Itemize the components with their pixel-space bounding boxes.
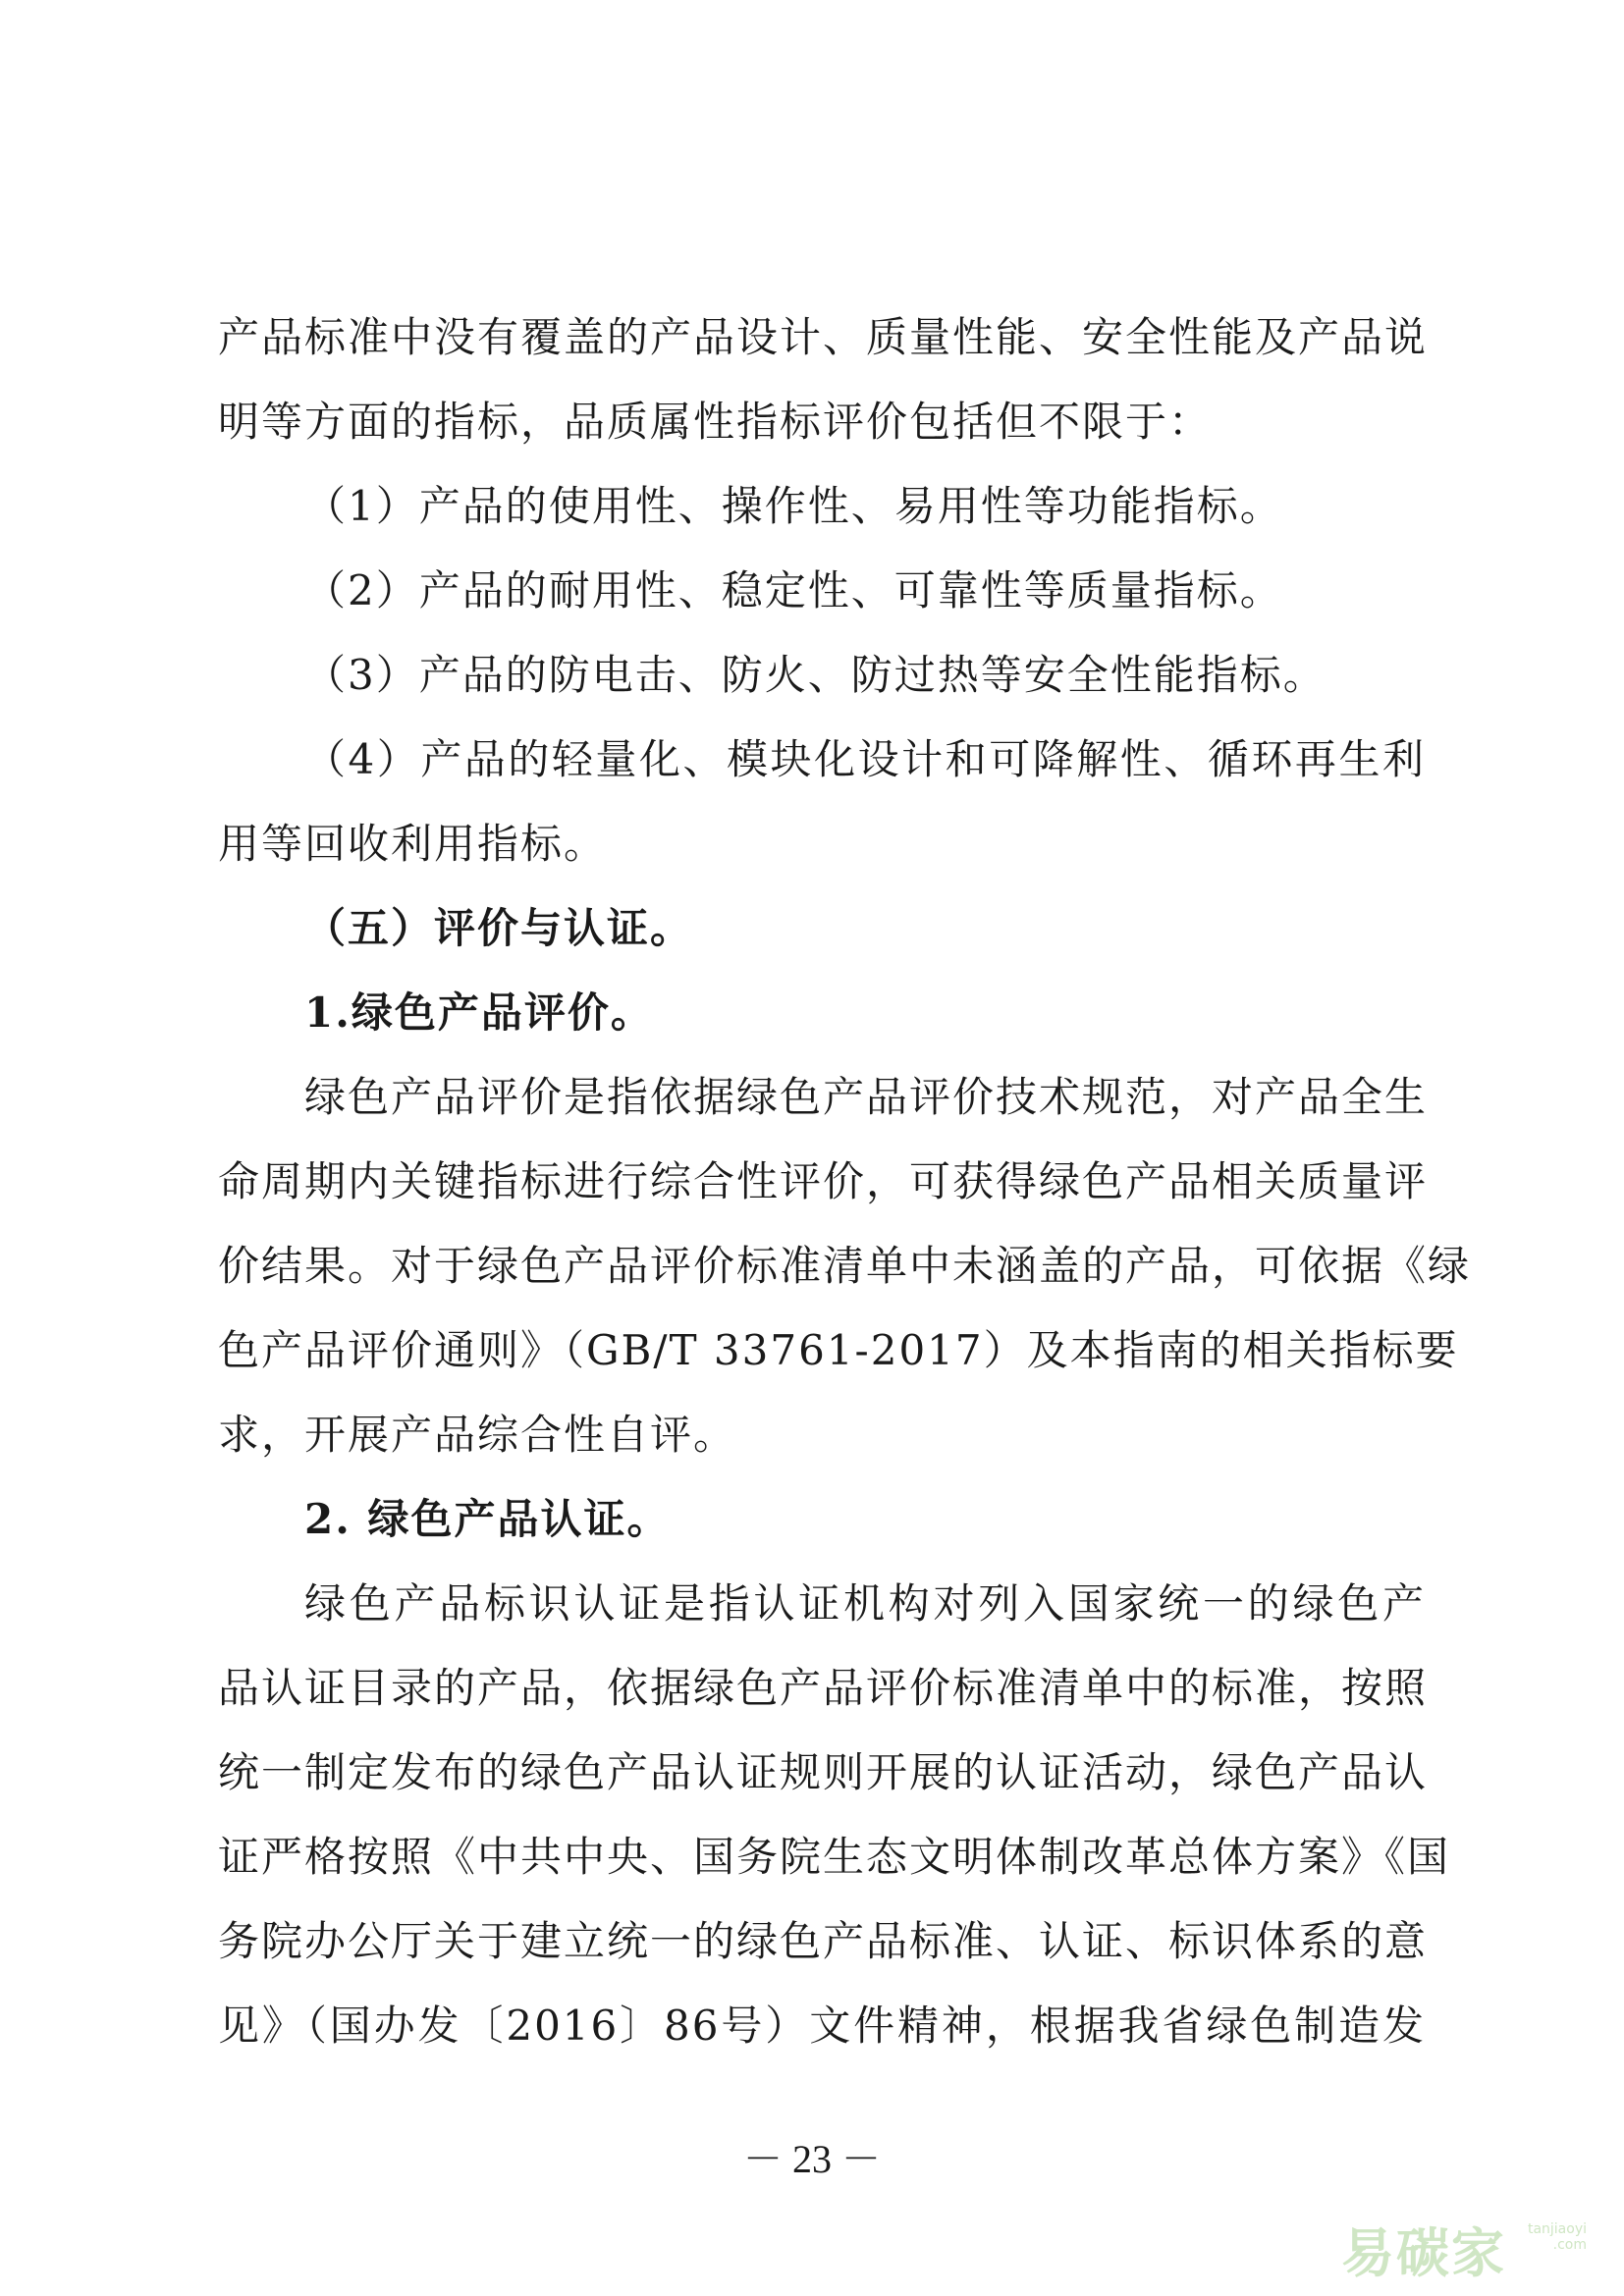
body-text-line: 求，开展产品综合性自评。 <box>218 1411 737 1459</box>
watermark-domain-line2: .com <box>1552 2237 1587 2253</box>
watermark-logo <box>1341 2204 1587 2282</box>
section-heading: （五）评价与认证。 <box>304 904 694 952</box>
watermark-text: 易碳家 <box>1341 2222 1506 2284</box>
watermark-domain <box>1528 2221 1587 2253</box>
list-item-3: （3）产品的防电击、防火、防过热等安全性能指标。 <box>304 651 1326 699</box>
body-text-line: 绿色产品标识认证是指认证机构对列入国家统一的绿色产 <box>304 1579 1426 1628</box>
body-text-line: 证严格按照《中共中央、国务院生态文明体制改革总体方案》《国 <box>218 1833 1451 1881</box>
body-text-line: 产品标准中没有覆盖的产品设计、质量性能、安全性能及产品说 <box>218 313 1429 361</box>
body-text-line: 价结果。对于绿色产品评价标准清单中未涵盖的产品，可依据《绿 <box>218 1242 1472 1290</box>
body-text-line: 色产品评价通则》（GB/T 33761-2017）及本指南的相关指标要 <box>218 1326 1459 1374</box>
page-number: － 23 － <box>743 2137 881 2181</box>
body-text-line: 务院办公厅关于建立统一的绿色产品标准、认证、标识体系的意 <box>218 1917 1429 1965</box>
body-text-line: 用等回收利用指标。 <box>218 820 608 868</box>
list-item-4: （4）产品的轻量化、模块化设计和可降解性、循环再生利 <box>304 735 1426 783</box>
body-text-line: 见》（国办发〔2016〕86号）文件精神，根据我省绿色制造发 <box>218 2002 1426 2050</box>
body-text-line: 命周期内关键指标进行综合性评价，可获得绿色产品相关质量评 <box>218 1157 1429 1205</box>
subsection-heading-2: 2. 绿色产品认证。 <box>304 1495 671 1543</box>
watermark-domain-line1: tanjiaoyi <box>1527 2221 1587 2237</box>
body-text-line: 品认证目录的产品，依据绿色产品评价标准清单中的标准，按照 <box>218 1664 1429 1712</box>
list-item-1: （1）产品的使用性、操作性、易用性等功能指标。 <box>304 482 1283 530</box>
subsection-heading-1: 1.绿色产品评价。 <box>304 988 654 1037</box>
body-text-line: 统一制定发布的绿色产品认证规则开展的认证活动，绿色产品认 <box>218 1748 1429 1796</box>
list-item-2: （2）产品的耐用性、稳定性、可靠性等质量指标。 <box>304 566 1283 614</box>
body-text-line: 绿色产品评价是指依据绿色产品评价技术规范，对产品全生 <box>304 1073 1429 1121</box>
body-text-line: 明等方面的指标，品质属性指标评价包括但不限于： <box>218 398 1213 446</box>
